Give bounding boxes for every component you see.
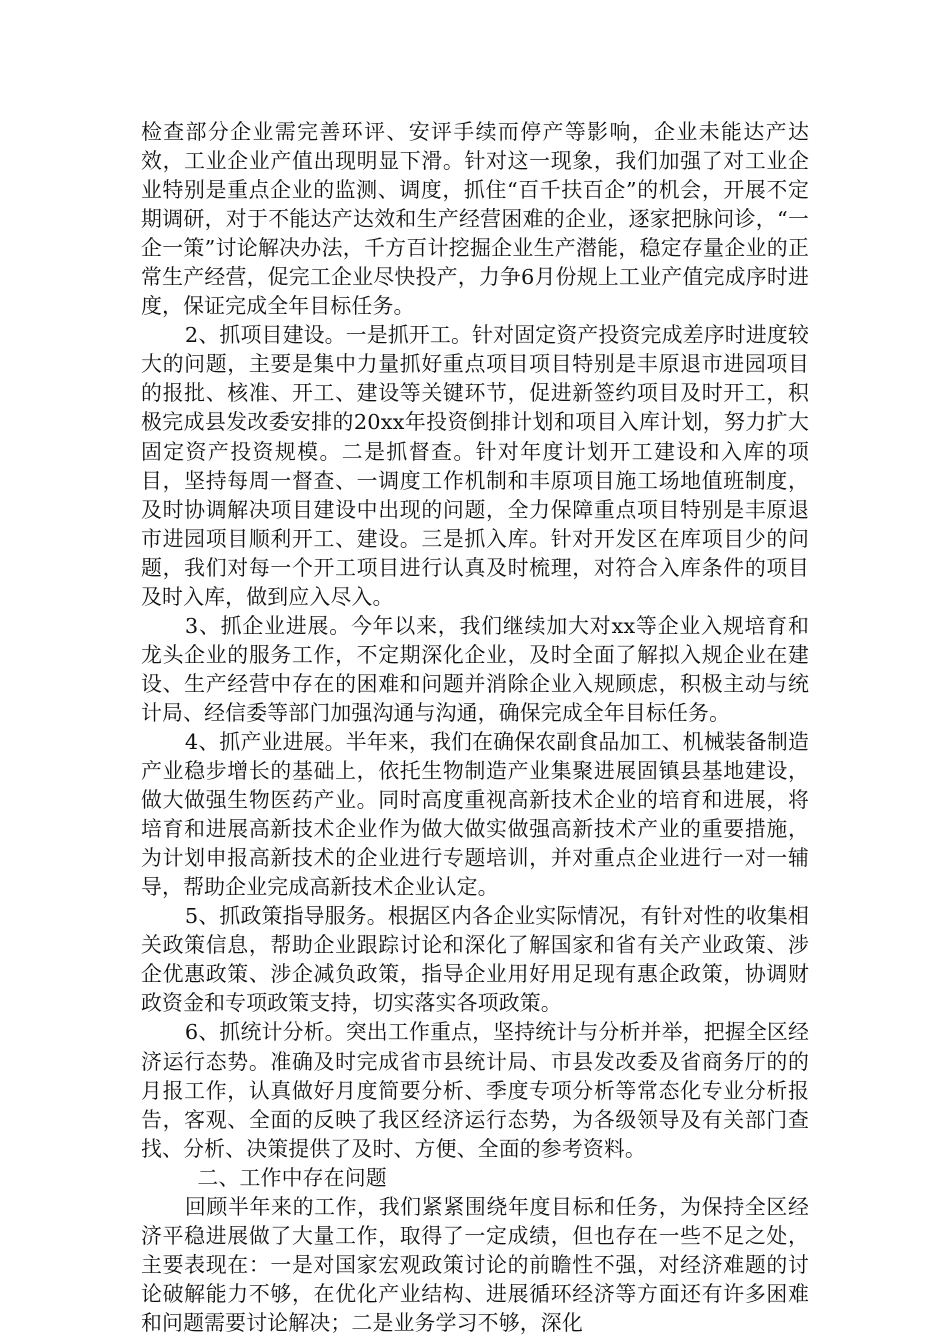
paragraph-industry-progress: 4、抓产业进展。半年来，我们在确保农副食品加工、机械装备制造产业稳步增长的基础上，依托生物制造产业集聚进展固镇县基地建设，做大做强生物医药产业。同时高度重视高新技术企业的培育和进展，将培育和进展高新技术企业作为做大做实做强高新技术产业的重要措施，为计划申报高新技术的企业进行专题培训，并对重点企业进行一对一辅导，帮助企业完成高新技术企业认定。 — [141, 729, 809, 900]
paragraph-continuation: 检查部分企业需完善环评、安评手续而停产等影响，企业未能达产达效，工业企业产值出现明显下滑。针对这一现象，我们加强了对工业企业特别是重点企业的监测、调度，抓住“百千扶百企”的机会，开展不定期调研，对于不能达产达效和生产经营困难的企业，逐家把脉问诊，“一企一策”讨论解决办法，千方百计挖掘企业生产潜能，稳定存量企业的正常生产经营，促完工企业尽快投产，力争6月份规上工业产值完成序时进度，保证完成全年目标任务。 — [141, 120, 809, 319]
document-body — [141, 118, 809, 1338]
paragraph-project-construction: 2、抓项目建设。一是抓开工。针对固定资产投资完成差序时进度较大的问题，主要是集中力量抓好重点项目项目特别是丰原退市进园项目的报批、核准、开工、建设等关键环节，促进新签约项目及时开工，积极完成县发改委安排的20xx年投资倒排计划和项目入库计划，努力扩大固定资产投资规模。二是抓督查。针对年度计划开工建设和入库的项目，坚持每周一督查、一调度工作机制和丰原项目施工场地值班制度，及时协调解决项目建设中出现的问题，全力保障重点项目特别是丰原退市进园项目顺利开工、建设。三是抓入库。针对开发区在库项目少的问题，我们对每一个开工项目进行认真及时梳理，对符合入库条件的项目及时入库，做到应入尽入。 — [141, 323, 809, 609]
section-heading-problems: 二、工作中存在问题 — [197, 1165, 387, 1190]
paragraph-statistics-analysis: 6、抓统计分析。突出工作重点，坚持统计与分析并举，把握全区经济运行态势。准确及时完成省市县统计局、市县发改委及省商务厅的的月报工作，认真做好月度简要分析、季度专项分析等常态化专业分析报告，客观、全面的反映了我区经济运行态势，为各级领导及有关部门查找、分析、决策提供了及时、方便、全面的参考资料。 — [141, 1020, 809, 1161]
paragraph-review: 回顾半年来的工作，我们紧紧围绕年度目标和任务，为保持全区经济平稳进展做了大量工作，取得了一定成绩，但也存在一些不足之处，主要表现在：一是对国家宏观政策讨论的前瞻性不强，对经济难题的讨论破解能力不够，在优化产业结构、进展循环经济等方面还有许多困难和问题需要讨论解决；二是业务学习不够，深化 — [141, 1194, 809, 1335]
paragraph-enterprise-progress: 3、抓企业进展。今年以来，我们继续加大对xx等企业入规培育和龙头企业的服务工作，不定期深化企业，及时全面了解拟入规企业在建设、生产经营中存在的困难和问题并消除企业入规顾虑，积极主动与统计局、经信委等部门加强沟通与沟通，确保完成全年目标任务。 — [141, 613, 809, 725]
paragraph-policy-guidance: 5、抓政策指导服务。根据区内各企业实际情况，有针对性的收集相关政策信息，帮助企业跟踪讨论和深化了解国家和省有关产业政策、涉企优惠政策、涉企减负政策，指导企业用好用足现有惠企政策，协调财政资金和专项政策支持，切实落实各项政策。 — [141, 904, 809, 1016]
